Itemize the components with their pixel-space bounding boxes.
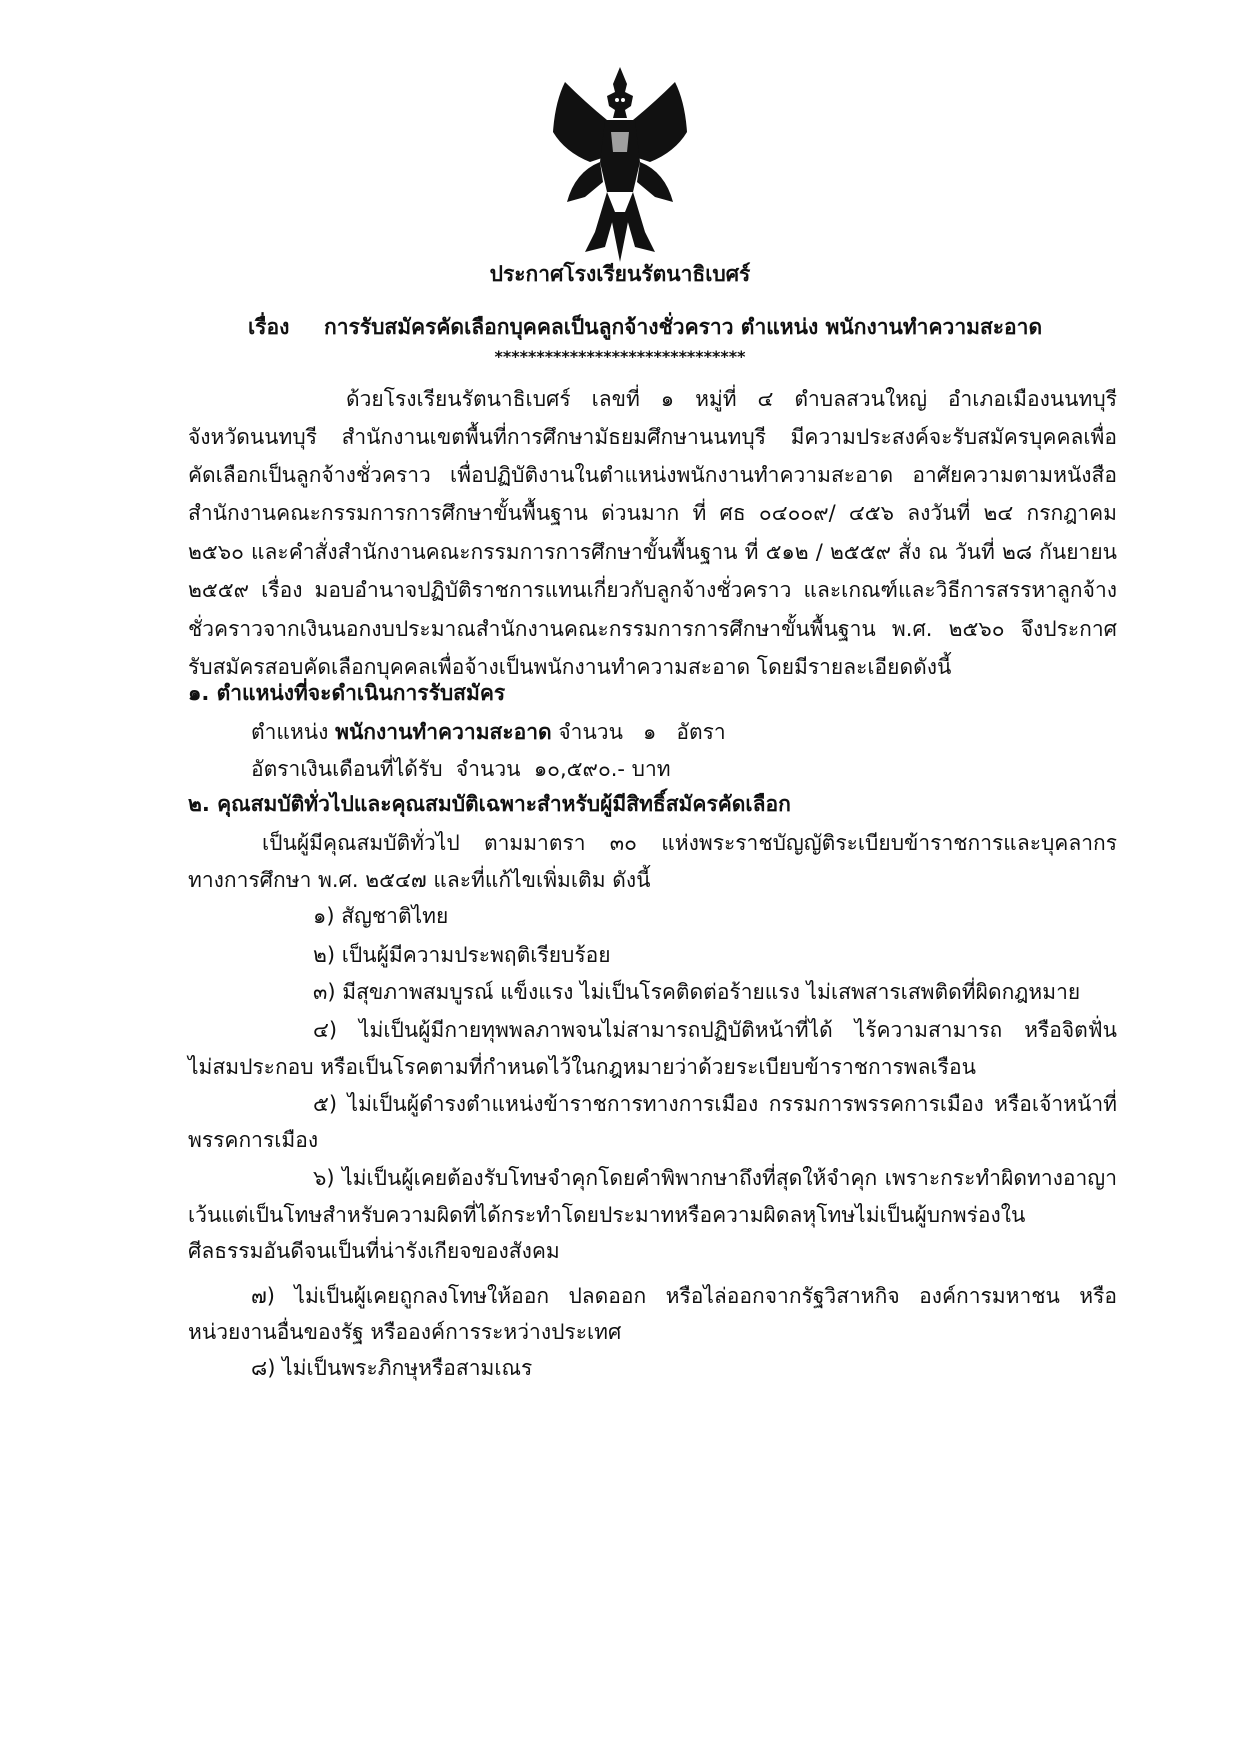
intro-line: รับสมัครสอบคัดเลือกบุคคลเพื่อจ้างเป็นพนักงานทำความสะอาด โดยมีรายละเอียดดังนี้ (188, 655, 952, 679)
section-2-heading: ๒. คุณสมบัติทั่วไปและคุณสมบัติเฉพาะสำหรับผู้มีสิทธิ์สมัครคัดเลือก (188, 792, 791, 816)
intro-line: ชั่วคราวจากเงินนอกงบประมาณสำนักงานคณะกรรมการการศึกษาขั้นพื้นฐาน พ.ศ. ๒๕๖๐ จึงประกาศ (188, 617, 1117, 641)
separator-stars: ****************************** (494, 347, 746, 366)
garuda-emblem-icon (545, 62, 695, 267)
qualification-item-cont: ศีลธรรมอันดีจนเป็นที่น่ารังเกียจของสังคม (188, 1239, 560, 1263)
intro-line: ๒๕๕๙ เรื่อง มอบอำนาจปฏิบัติราชการแทนเกี่ยวกับลูกจ้างชั่วคราว และเกณฑ์และวิธีการสรรหาลูกจ้าง (188, 578, 1117, 602)
qualification-item-cont: เว้นแต่เป็นโทษสำหรับความผิดที่ได้กระทำโดยประมาทหรือความผิดลหุโทษไม่เป็นผู้บกพร่องใน (188, 1203, 1026, 1227)
section-1-heading: ๑. ตำแหน่งที่จะดำเนินการรับสมัคร (188, 681, 506, 705)
qualification-item-cont: ไม่สมประกอบ หรือเป็นโรคตามที่กำหนดไว้ในกฎหมายว่าด้วยระเบียบข้าราชการพลเรือน (188, 1055, 976, 1079)
qualification-item: ๔) ไม่เป็นผู้มีกายทุพพลภาพจนไม่สามารถปฏิบัติหน้าที่ได้ ไร้ความสามารถ หรือจิตฟั่น (313, 1018, 1117, 1042)
qualification-item: ๖) ไม่เป็นผู้เคยต้องรับโทษจำคุกโดยคำพิพากษาถึงที่สุดให้จำคุก เพราะกระทำผิดทางอาญา (313, 1166, 1117, 1190)
intro-line: สำนักงานคณะกรรมการการศึกษาขั้นพื้นฐาน ด่วนมาก ที่ ศธ ๐๔๐๐๙/ ๔๕๖ ลงวันที่ ๒๔ กรกฎาคม (188, 501, 1117, 525)
qualification-item: ๗) ไม่เป็นผู้เคยถูกลงโทษให้ออก ปลดออก หรือไล่ออกจากรัฐวิสาหกิจ องค์การมหาชน หรือ (251, 1284, 1117, 1308)
intro-line: จังหวัดนนทบุรี สำนักงานเขตพื้นที่การศึกษามัธยมศึกษานนทบุรี มีความประสงค์จะรับสมัครบุคคลเพื่อ (188, 425, 1117, 449)
subject-text: การรับสมัครคัดเลือกบุคคลเป็นลูกจ้างชั่วคราว ตำแหน่ง พนักงานทำความสะอาด (324, 315, 1043, 339)
subject-label: เรื่อง (248, 315, 290, 339)
position-label: ตำแหน่ง (251, 720, 329, 744)
intro-line: ด้วยโรงเรียนรัตนาธิเบศร์ เลขที่ ๑ หมู่ที่ ๔ ตำบลสวนใหญ่ อำเภอเมืองนนทบุรี (346, 387, 1117, 411)
qualification-item: ๕) ไม่เป็นผู้ดำรงตำแหน่งข้าราชการทางการเมือง กรรมการพรรคการเมือง หรือเจ้าหน้าที่ (313, 1092, 1117, 1116)
position-count: จำนวน ๑ อัตรา (558, 720, 726, 744)
intro-line: ๒๕๖๐ และคำสั่งสำนักงานคณะกรรมการการศึกษาขั้นพื้นฐาน ที่ ๕๑๒ / ๒๕๕๙ สั่ง ณ วันที่ ๒๘ กันยายน (188, 540, 1117, 564)
qualification-item: ๑) สัญชาติไทย (313, 904, 449, 928)
document-title: ประกาศโรงเรียนรัตนาธิเบศร์ (489, 262, 751, 286)
position-name: พนักงานทำความสะอาด (335, 720, 552, 744)
qualification-item-cont: หน่วยงานอื่นของรัฐ หรือองค์การระหว่างประเทศ (188, 1320, 622, 1344)
qualification-item: ๓) มีสุขภาพสมบูรณ์ แข็งแรง ไม่เป็นโรคติดต่อร้ายแรง ไม่เสพสารเสพติดที่ผิดกฎหมาย (313, 980, 1081, 1004)
qualification-item: ๘) ไม่เป็นพระภิกษุหรือสามเณร (251, 1356, 533, 1380)
qualification-item-cont: พรรคการเมือง (188, 1128, 319, 1152)
section-2-intro-line: เป็นผู้มีคุณสมบัติทั่วไป ตามมาตรา ๓๐ แห่งพระราชบัญญัติระเบียบข้าราชการและบุคลากร (262, 831, 1117, 855)
qualification-item: ๒) เป็นผู้มีความประพฤติเรียบร้อย (313, 943, 611, 967)
section-2-intro-line: ทางการศึกษา พ.ศ. ๒๕๔๗ และที่แก้ไขเพิ่มเติม ดังนี้ (188, 868, 651, 892)
position-line (251, 713, 726, 751)
intro-line: คัดเลือกเป็นลูกจ้างชั่วคราว เพื่อปฏิบัติงานในตำแหน่งพนักงานทำความสะอาด อาศัยความตามหนังสือ (188, 463, 1117, 487)
salary-line: อัตราเงินเดือนที่ได้รับ จำนวน ๑๐,๕๙๐.- บาท (251, 757, 671, 781)
